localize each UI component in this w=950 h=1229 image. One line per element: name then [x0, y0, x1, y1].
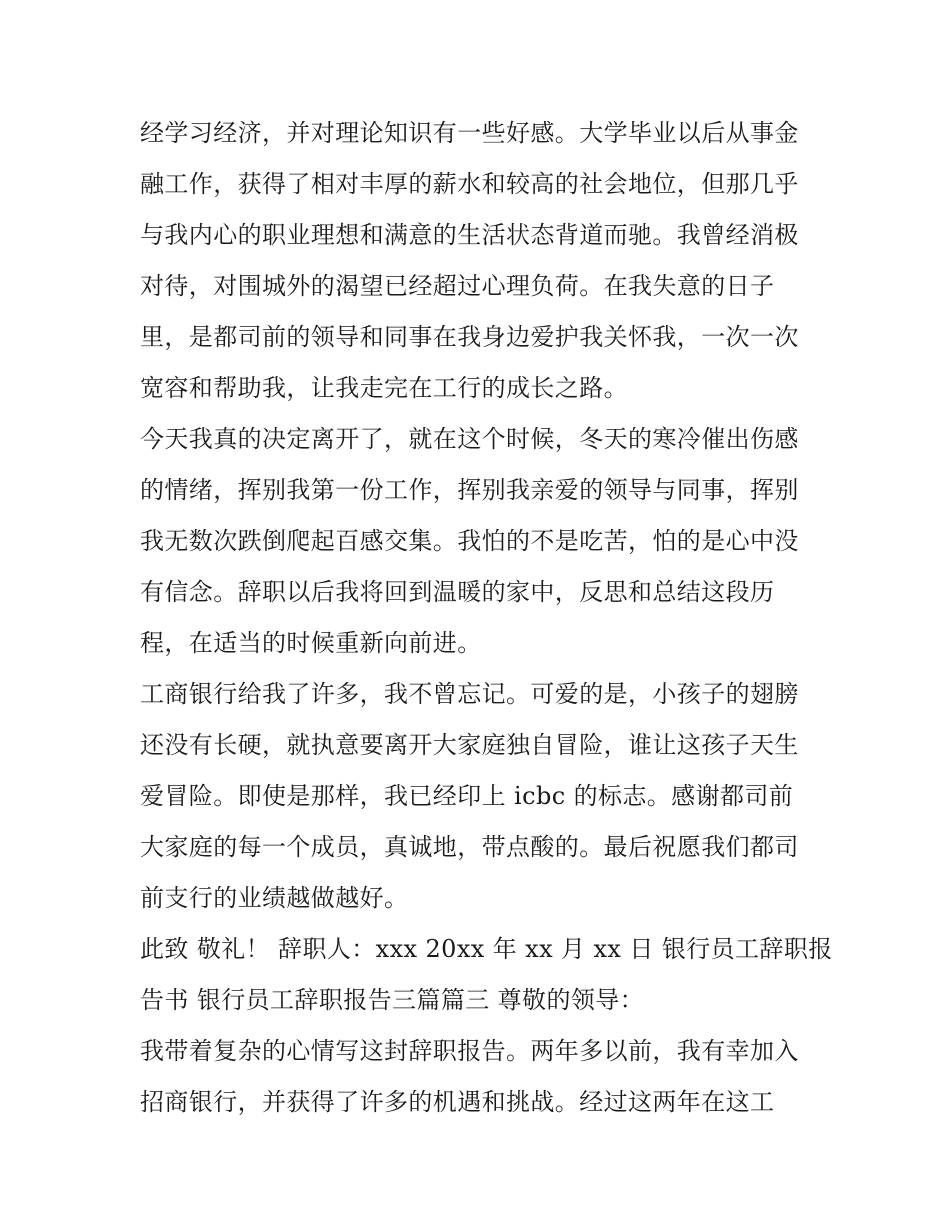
text-line: 此致 敬礼！ 辞职人：xxx 20xx 年 xx 月 xx 日 银行员工辞职报 — [140, 935, 833, 963]
text-line: 有信念。辞职以后我将回到温暖的家中，反思和总结这段历 — [140, 578, 775, 606]
text-line: 对待，对围城外的渴望已经超过心理负荷。在我失意的日子 — [140, 272, 775, 300]
text-line: 大家庭的每一个成员，真诚地，带点酸的。最后祝愿我们都司 — [140, 833, 799, 861]
text-line: 我带着复杂的心情写这封辞职报告。两年多以前，我有幸加入 — [140, 1037, 799, 1065]
text-line: 宽容和帮助我，让我走完在工行的成长之路。 — [140, 374, 628, 402]
text-line: 招商银行，并获得了许多的机遇和挑战。经过这两年在这工 — [140, 1088, 775, 1116]
text-line: 融工作，获得了相对丰厚的薪水和较高的社会地位，但那几乎 — [140, 170, 799, 198]
text-line: 还没有长硬，就执意要离开大家庭独自冒险，谁让这孩子天生 — [140, 731, 799, 759]
text-line: 今天我真的决定离开了，就在这个时候，冬天的寒冷催出伤感 — [140, 425, 799, 453]
text-line: 爱冒险。即使是那样，我已经印上 icbc 的标志。感谢都司前 — [140, 782, 794, 810]
text-line: 告书 银行员工辞职报告三篇篇三 尊敬的领导： — [140, 986, 645, 1014]
text-line: 工商银行给我了许多，我不曾忘记。可爱的是，小孩子的翅膀 — [140, 680, 799, 708]
text-line: 经学习经济，并对理论知识有一些好感。大学毕业以后从事金 — [140, 119, 799, 147]
text-line: 与我内心的职业理想和满意的生活状态背道而驰。我曾经消极 — [140, 221, 799, 249]
text-line: 的情绪，挥别我第一份工作，挥别我亲爱的领导与同事，挥别 — [140, 476, 799, 504]
document-body-text — [140, 108, 833, 1128]
text-line: 我无数次跌倒爬起百感交集。我怕的不是吃苦，怕的是心中没 — [140, 527, 799, 555]
text-line: 程，在适当的时候重新向前进。 — [140, 629, 482, 657]
text-line: 前支行的业绩越做越好。 — [140, 884, 409, 912]
text-line: 里，是都司前的领导和同事在我身边爱护我关怀我，一次一次 — [140, 323, 799, 351]
